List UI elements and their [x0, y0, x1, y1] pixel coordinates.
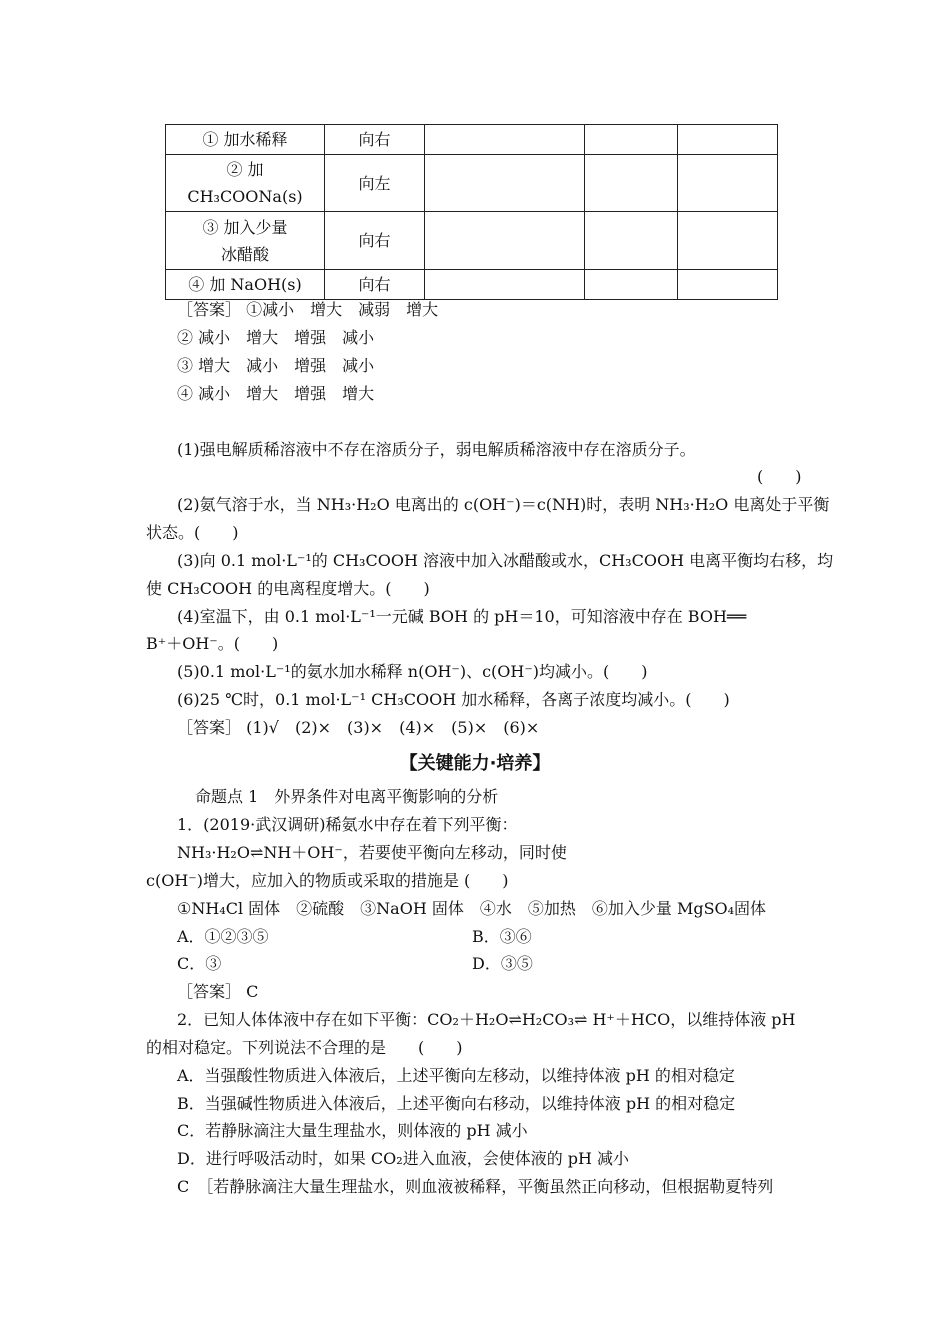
judge-q4: (4)室温下，由 0.1 mol·L⁻¹一元碱 BOH 的 pH＝10，可知溶液中存在 BOH══ [177, 607, 747, 626]
answer-line: ［答案］ ①减小 增大 减弱 增大 [177, 300, 439, 319]
shift-cell: 向右 [325, 212, 425, 270]
answer-line: ③ 增大 减小 增强 减小 [177, 356, 375, 375]
q2-stem: 2．已知人体体液中存在如下平衡：CO₂＋H₂O⇌H₂CO₃⇌ H⁺＋HCO，以维持体液 pH [177, 1010, 796, 1029]
q1-option-d: D．③⑤ [472, 954, 533, 973]
answer-line: ② 减小 增大 增强 减小 [177, 328, 375, 347]
q1-option-a: A．①②③⑤ [177, 927, 269, 946]
q2-option-d: D．进行呼吸活动时，如果 CO₂进入血液，会使体液的 pH 减小 [177, 1149, 630, 1168]
judge-q6: (6)25 ℃时，0.1 mol·L⁻¹ CH₃COOH 加水稀释，各离子浓度均减小。( ) [177, 690, 730, 709]
judge-q3-cont: 使 CH₃COOH 的电离程度增大。( ) [146, 579, 430, 598]
q2-option-c: C．若静脉滴注大量生理盐水，则体液的 pH 减小 [177, 1121, 528, 1140]
table-row [166, 212, 778, 270]
topic-label: 命题点 1 外界条件对电离平衡影响的分析 [195, 787, 499, 806]
condition-cell: ③ 加入少量 冰醋酸 [166, 212, 325, 270]
q1-stem: 1．(2019·武汉调研)稀氨水中存在着下列平衡： [177, 815, 518, 834]
answer-line: ④ 减小 增大 增强 增大 [177, 384, 375, 403]
q1-equation: NH₃·H₂O⇌NH＋OH⁻，若要使平衡向左移动，同时使 [177, 843, 567, 862]
shift-cell: 向左 [325, 155, 425, 212]
q1-option-c: C．③ [177, 954, 222, 973]
judge-answer: ［答案］ (1)√ (2)× (3)× (4)× (5)× (6)× [177, 718, 540, 737]
q2-option-b: B．当强碱性物质进入体液后，上述平衡向右移动，以维持体液 pH 的相对稳定 [177, 1094, 736, 1113]
section-heading: 【关键能力·培养】 [399, 753, 551, 774]
q1-items: ①NH₄Cl 固体 ②硫酸 ③NaOH 固体 ④水 ⑤加热 ⑥加入少量 MgSO₄固体 [177, 899, 767, 918]
condition-cell: ① 加水稀释 [166, 125, 325, 155]
table-row [166, 270, 778, 300]
judge-q4-cont: B⁺＋OH⁻。( ) [146, 634, 279, 653]
condition-cell: ② 加 CH₃COONa(s) [166, 155, 325, 212]
judge-q3: (3)向 0.1 mol·L⁻¹的 CH₃COOH 溶液中加入冰醋酸或水，CH₃COOH 电离平衡均右移，均 [177, 551, 834, 570]
judge-q1-paren: ( ) [757, 467, 802, 486]
judge-q2: (2)氨气溶于水，当 NH₃·H₂O 电离出的 c(OH⁻)＝c(NH)时，表明 NH₃·H₂O 电离处于平衡 [177, 495, 830, 514]
q1-answer: ［答案］ C [177, 982, 259, 1001]
equilibrium-table [165, 124, 778, 300]
condition-cell: ④ 加 NaOH(s) [166, 270, 325, 300]
q2-option-a: A．当强酸性物质进入体液后，上述平衡向左移动，以维持体液 pH 的相对稳定 [177, 1066, 735, 1085]
q1-option-b: B．③⑥ [472, 927, 532, 946]
shift-cell: 向右 [325, 270, 425, 300]
table-row [166, 125, 778, 155]
shift-cell: 向右 [325, 125, 425, 155]
table-row [166, 155, 778, 212]
q2-explanation: C ［若静脉滴注大量生理盐水，则血液被稀释，平衡虽然正向移动，但根据勒夏特列 [177, 1177, 774, 1196]
judge-q1: (1)强电解质稀溶液中不存在溶质分子，弱电解质稀溶液中存在溶质分子。 [177, 440, 696, 459]
q1-stem-cont: c(OH⁻)增大，应加入的物质或采取的措施是 ( ) [146, 871, 509, 890]
q2-stem-cont: 的相对稳定。下列说法不合理的是 ( ) [146, 1038, 463, 1057]
judge-q5: (5)0.1 mol·L⁻¹的氨水加水稀释 n(OH⁻)、c(OH⁻)均减小。( ) [177, 662, 648, 681]
judge-q2-cont: 状态。( ) [146, 523, 239, 542]
